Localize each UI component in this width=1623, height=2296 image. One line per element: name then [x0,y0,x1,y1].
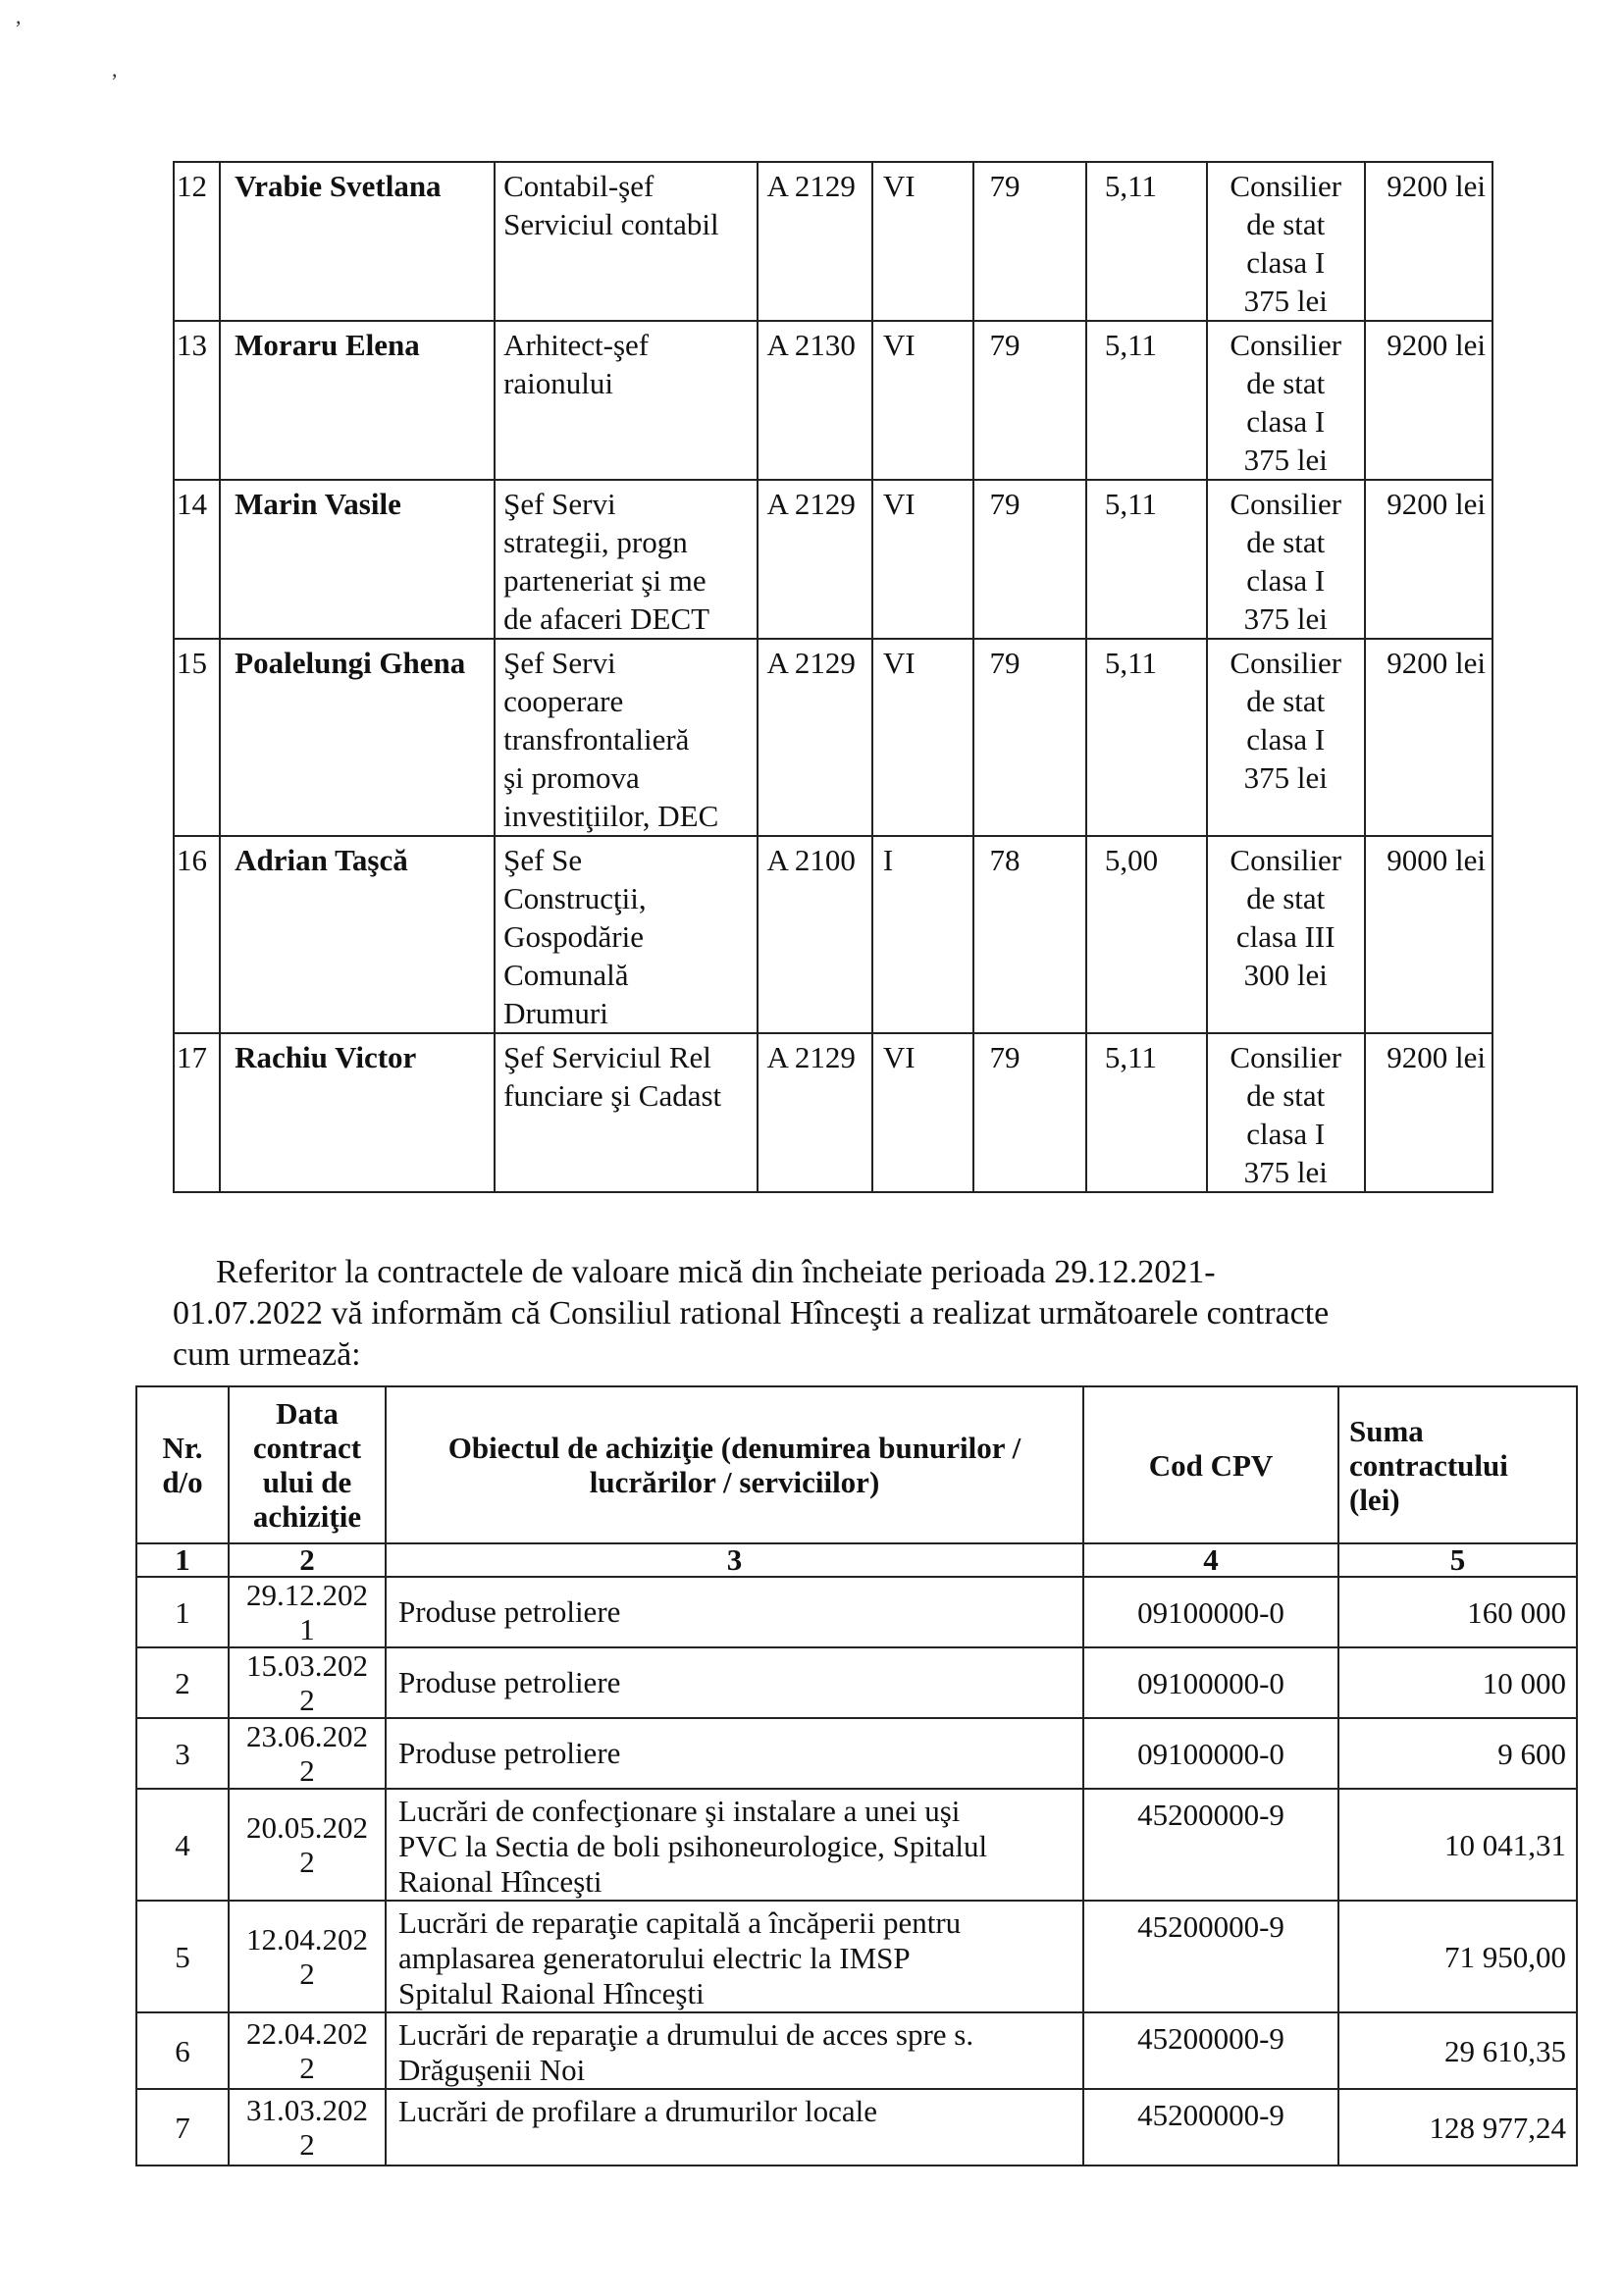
coefficient: 5,11 [1086,321,1207,480]
date-line: 31.03.202 [246,2093,368,2127]
contract-object [386,1577,1083,1647]
column-number: 5 [1338,1543,1577,1577]
contract-row [136,2012,1577,2089]
header-cpv: Cod CPV [1083,1386,1338,1543]
employee-position [495,639,758,836]
column-number-row [136,1543,1577,1577]
header-sum [1338,1386,1577,1543]
date-line: 29.12.202 [246,1578,368,1612]
object-line: Lucrări de reparaţie a drumului de acces spre s. [398,2017,974,2052]
contract-date [229,1647,386,1718]
contract-amount: 160 000 [1338,1577,1577,1647]
employee-position [495,480,758,639]
header-line: ului de [262,1465,352,1499]
position-line: Şef Servi [503,487,616,521]
employee-name: Adrian Taşcă [220,836,495,1033]
position-code: A 2129 [758,1033,871,1192]
category: VI [872,321,973,480]
position-code: A 2100 [758,836,871,1033]
rank-line: 375 lei [1243,443,1328,477]
header-line: Obiectul de achiziţie (denumirea bunurilor / [447,1431,1021,1465]
date-line: 2 [299,2127,315,2162]
header-row [136,1386,1577,1543]
employee-name: Vrabie Svetlana [220,162,495,321]
rank-line: Consilier [1230,1040,1342,1074]
contract-date [229,1577,386,1647]
staff-row [174,836,1492,1033]
rank-line: 375 lei [1243,601,1328,636]
date-line: 1 [299,1612,315,1646]
contract-row [136,1577,1577,1647]
scan-mark: , [112,57,118,81]
header-line: achiziţie [252,1499,362,1534]
contract-date [229,2089,386,2166]
contract-number: 5 [136,1901,229,2012]
category: VI [872,162,973,321]
paragraph-line: Referitor la contractele de valoare mică din încheiate perioada 29.12.2021- [216,1254,1216,1290]
position-line: Şef Se [503,843,583,877]
position-line: de afaceri DECT [503,601,710,636]
contract-object [386,2089,1083,2166]
contract-row [136,1647,1577,1718]
object-line: Lucrări de reparaţie capitală a încăperii pentru [398,1905,962,1940]
civil-service-rank [1207,480,1365,639]
staff-row [174,1033,1492,1192]
rank-line: de stat [1246,684,1326,718]
contract-object [386,1718,1083,1789]
column-number: 3 [386,1543,1083,1577]
object-line: PVC la Sectia de boli psihoneurologice, Spitalul [398,1829,988,1863]
scan-mark: , [16,4,22,28]
employee-name: Moraru Elena [220,321,495,480]
employee-name: Marin Vasile [220,480,495,639]
rank-line: Consilier [1230,169,1342,203]
points: 79 [973,321,1086,480]
employee-position [495,1033,758,1192]
coefficient: 5,11 [1086,480,1207,639]
coefficient: 5,00 [1086,836,1207,1033]
position-line: raionului [503,366,613,400]
civil-service-rank [1207,639,1365,836]
date-line: 2 [299,1845,315,1879]
contract-amount: 9 600 [1338,1718,1577,1789]
contract-number: 2 [136,1647,229,1718]
object-line: Produse petroliere [398,1736,621,1770]
object-line: Drăguşenii Noi [398,2053,586,2087]
rank-line: de stat [1246,881,1326,915]
rank-line: 300 lei [1243,958,1328,992]
date-line: 2 [299,2051,315,2085]
rank-line: de stat [1246,525,1326,559]
date-line: 2 [299,1753,315,1788]
column-number: 4 [1083,1543,1338,1577]
points: 79 [973,480,1086,639]
contract-date [229,1901,386,2012]
position-line: Serviciul contabil [503,207,719,241]
object-line: Lucrări de profilare a drumurilor locale [398,2094,878,2128]
employee-name: Rachiu Victor [220,1033,495,1192]
coefficient: 5,11 [1086,162,1207,321]
rank-line: clasa I [1246,722,1326,757]
contract-object [386,1901,1083,2012]
staff-table [173,161,1493,1193]
contract-amount: 29 610,35 [1338,2012,1577,2089]
header-object [386,1386,1083,1543]
contracts-table [135,1385,1578,2166]
position-line: transfrontalieră [503,722,690,757]
position-line: investiţiilor, DEC [503,799,719,833]
cpv-code: 09100000-0 [1083,1577,1338,1647]
category: VI [872,639,973,836]
cpv-code: 09100000-0 [1083,1718,1338,1789]
salary: 9200 lei [1365,480,1492,639]
cpv-code: 45200000-9 [1083,1901,1338,2012]
row-number: 13 [174,321,220,480]
object-line: Raional Hînceşti [398,1864,602,1899]
contract-row [136,1718,1577,1789]
contract-amount: 10 000 [1338,1647,1577,1718]
contract-date [229,2012,386,2089]
position-code: A 2130 [758,321,871,480]
date-line: 12.04.202 [246,1922,368,1957]
contract-number: 7 [136,2089,229,2166]
position-line: funciare şi Cadast [503,1078,722,1113]
column-number: 2 [229,1543,386,1577]
cpv-code: 09100000-0 [1083,1647,1338,1718]
civil-service-rank [1207,162,1365,321]
position-line: Gospodărie [503,919,644,954]
position-code: A 2129 [758,162,871,321]
header-line: d/o [162,1465,203,1499]
coefficient: 5,11 [1086,639,1207,836]
position-line: şi promova [503,760,640,795]
contract-row [136,1901,1577,2012]
rank-line: de stat [1246,366,1326,400]
object-line: Produse petroliere [398,1665,621,1699]
employee-position [495,162,758,321]
date-line: 2 [299,1957,315,1991]
date-line: 2 [299,1683,315,1717]
contract-date [229,1718,386,1789]
rank-line: Consilier [1230,646,1342,680]
points: 79 [973,639,1086,836]
header-line: lucrărilor / serviciilor) [589,1465,880,1499]
rank-line: 375 lei [1243,284,1328,318]
salary: 9200 lei [1365,1033,1492,1192]
rank-line: Consilier [1230,487,1342,521]
object-line: Lucrări de confecţionare şi instalare a unei uşi [398,1794,961,1828]
object-line: Spitalul Raional Hînceşti [398,1976,705,2010]
contract-amount: 71 950,00 [1338,1901,1577,2012]
position-code: A 2129 [758,639,871,836]
header-date [229,1386,386,1543]
points: 79 [973,1033,1086,1192]
date-line: 22.04.202 [246,2016,368,2051]
position-line: Arhitect-şef [503,328,650,362]
salary: 9200 lei [1365,162,1492,321]
contract-object [386,2012,1083,2089]
employee-name: Poalelungi Ghena [220,639,495,836]
salary: 9200 lei [1365,639,1492,836]
rank-line: 375 lei [1243,1155,1328,1189]
rank-line: de stat [1246,1078,1326,1113]
date-line: 20.05.202 [246,1810,368,1845]
employee-position [495,321,758,480]
salary: 9000 lei [1365,836,1492,1033]
object-line: amplasarea generatorului electric la IMSP [398,1941,911,1975]
position-line: Construcţii, [503,881,647,915]
points: 78 [973,836,1086,1033]
header-line: Suma [1349,1413,1424,1448]
header-nr [136,1386,229,1543]
civil-service-rank [1207,1033,1365,1192]
points: 79 [973,162,1086,321]
contract-row [136,1789,1577,1901]
rank-line: clasa I [1246,404,1326,439]
position-line: parteneriat şi me [503,563,707,598]
staff-row [174,162,1492,321]
position-code: A 2129 [758,480,871,639]
salary: 9200 lei [1365,321,1492,480]
rank-line: Consilier [1230,328,1342,362]
object-line: Produse petroliere [398,1594,621,1629]
header-line: (lei) [1349,1482,1400,1517]
position-line: Şef Serviciul Rel [503,1040,711,1074]
contract-amount: 10 041,31 [1338,1789,1577,1901]
staff-row [174,321,1492,480]
cpv-code: 45200000-9 [1083,2089,1338,2166]
coefficient: 5,11 [1086,1033,1207,1192]
rank-line: clasa I [1246,563,1326,598]
contract-number: 3 [136,1718,229,1789]
rank-line: de stat [1246,207,1326,241]
category: VI [872,1033,973,1192]
contract-row [136,2089,1577,2166]
rank-line: clasa I [1246,245,1326,280]
contract-object [386,1789,1083,1901]
row-number: 14 [174,480,220,639]
position-line: Şef Servi [503,646,616,680]
row-number: 15 [174,639,220,836]
paragraph-line: 01.07.2022 vă informăm că Consiliul rational Hînceşti a realizat următoarele contracte [173,1295,1330,1331]
contract-number: 1 [136,1577,229,1647]
contract-number: 4 [136,1789,229,1901]
position-line: Contabil-şef [503,169,654,203]
position-line: cooperare [503,684,624,718]
header-line: Data [276,1396,339,1431]
row-number: 17 [174,1033,220,1192]
rank-line: Consilier [1230,843,1342,877]
header-line: Nr. [162,1431,203,1465]
category: I [872,836,973,1033]
cpv-code: 45200000-9 [1083,2012,1338,2089]
contract-object [386,1647,1083,1718]
civil-service-rank [1207,321,1365,480]
category: VI [872,480,973,639]
cpv-code: 45200000-9 [1083,1789,1338,1901]
staff-row [174,639,1492,836]
rank-line: clasa I [1246,1117,1326,1151]
date-line: 15.03.202 [246,1648,368,1683]
row-number: 16 [174,836,220,1033]
contract-date [229,1789,386,1901]
staff-row [174,480,1492,639]
rank-line: clasa III [1235,919,1335,954]
header-line: contractului [1349,1447,1508,1483]
civil-service-rank [1207,836,1365,1033]
employee-position [495,836,758,1033]
date-line: 23.06.202 [246,1719,368,1753]
position-line: Comunală [503,958,629,992]
position-line: strategii, progn [503,525,688,559]
contract-number: 6 [136,2012,229,2089]
paragraph-line: cum urmează: [173,1336,361,1373]
row-number: 12 [174,162,220,321]
position-line: Drumuri [503,996,608,1030]
header-line: contract [252,1431,362,1465]
rank-line: 375 lei [1243,760,1328,795]
intro-paragraph [173,1252,1566,1376]
contract-amount: 128 977,24 [1338,2089,1577,2166]
column-number: 1 [136,1543,229,1577]
